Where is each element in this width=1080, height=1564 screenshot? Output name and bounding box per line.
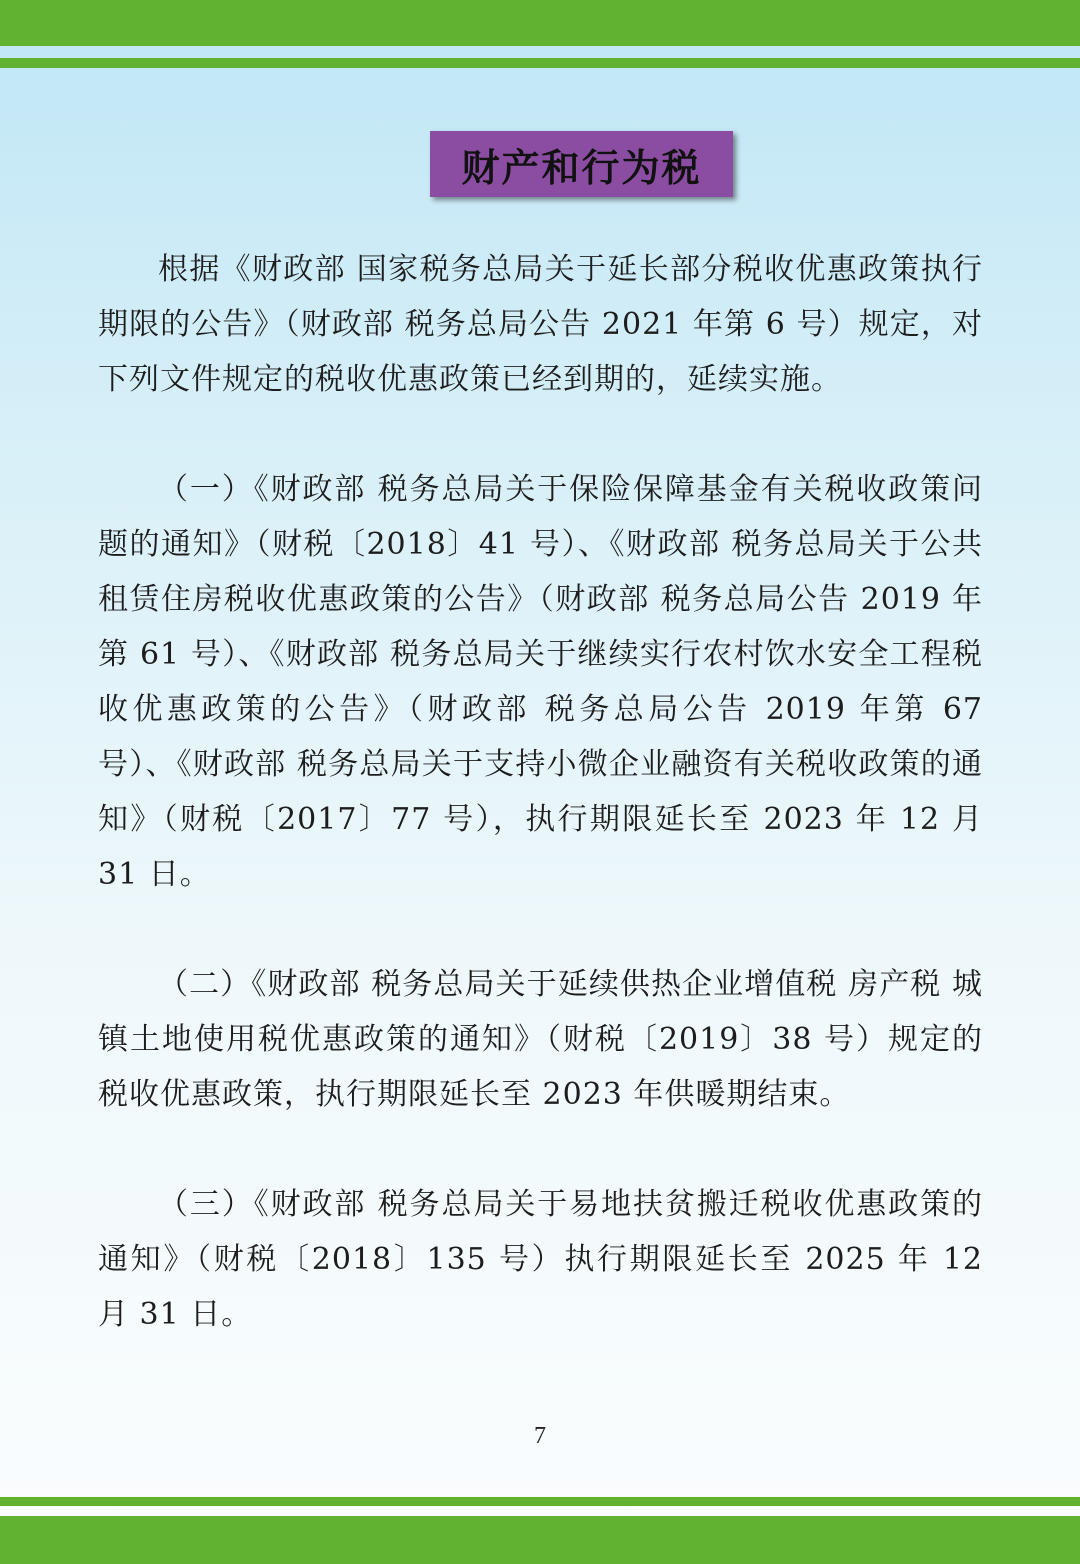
bottom-green-band (0, 1516, 1080, 1564)
top-green-stripe (0, 58, 1080, 68)
section-title-box (430, 131, 733, 197)
document-body (98, 242, 983, 1342)
top-green-band (0, 0, 1080, 46)
section-title: 财产和行为税 (461, 145, 702, 190)
paragraph-item-2: （二）《财政部 税务总局关于延续供热企业增值税 房产税 城镇土地使用税优惠政策的通知》（财税〔2019〕38 号）规定的税收优惠政策，执行期限延长至 2023 年供暖期结束。 (98, 967, 983, 1112)
page-number: 7 (534, 1423, 546, 1449)
paragraph-item-1: （一）《财政部 税务总局关于保险保障基金有关税收政策问题的通知》（财税〔2018〕41 号）、《财政部 税务总局关于公共租赁住房税收优惠政策的公告》（财政部 税务总局公告 2019 年第 61 号）、《财政部 税务总局关于继续实行农村饮水安全工程税收优惠政策的公告》（财政部 税务总局公告 2019 年第 67 号）、《财政部 税务总局关于支持小微企业融资有关税收政策的通知》（财税〔2017〕77 号），执行期限延长至 2023 年 12 月 31 日。 (98, 472, 983, 892)
bottom-green-stripe (0, 1497, 1080, 1506)
paragraph-item-3: （三）《财政部 税务总局关于易地扶贫搬迁税收优惠政策的通知》（财税〔2018〕135 号）执行期限延长至 2025 年 12 月 31 日。 (98, 1187, 983, 1332)
paragraph-intro: 根据《财政部 国家税务总局关于延长部分税收优惠政策执行期限的公告》（财政部 税务总局公告 2021 年第 6 号）规定，对下列文件规定的税收优惠政策已经到期的，延续实施。 (98, 252, 983, 397)
